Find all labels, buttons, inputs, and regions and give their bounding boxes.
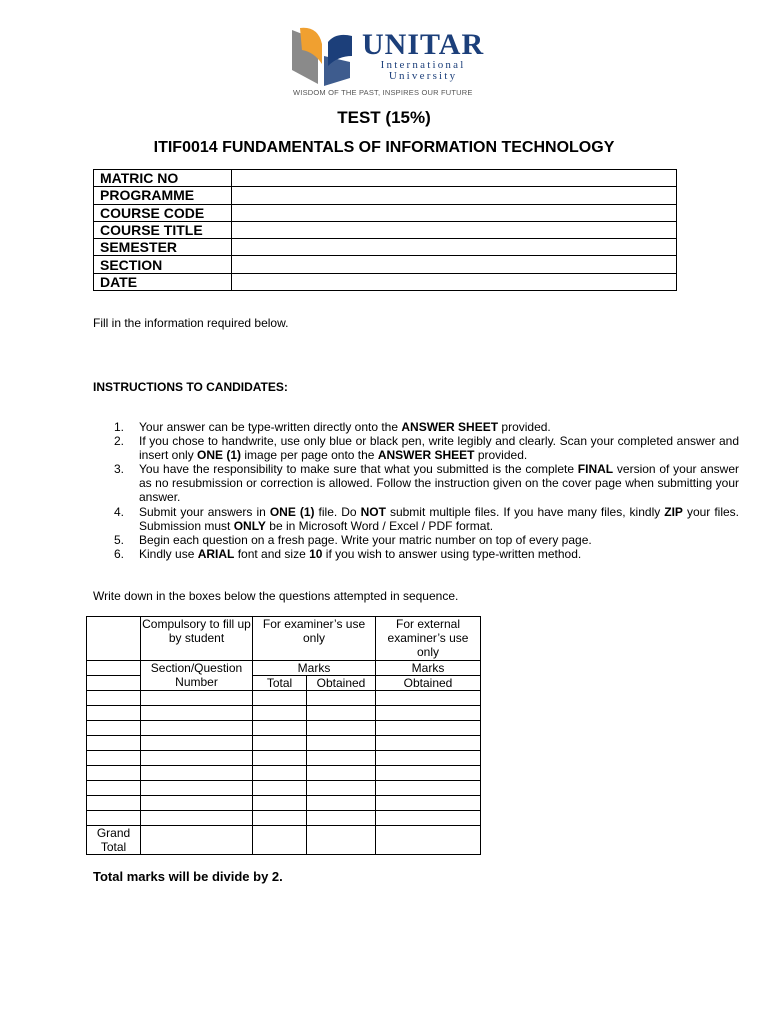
header-marks: Marks	[253, 661, 376, 676]
blank-cell	[87, 691, 141, 706]
info-value-cell[interactable]	[232, 256, 677, 273]
student-info-table	[93, 169, 677, 291]
info-row	[94, 187, 677, 204]
answer-cell[interactable]	[307, 706, 376, 721]
table-row	[87, 691, 481, 706]
instruction-text: Submit your answers in ONE (1) file. Do NOT submit multiple files. If you have many files, kindly ZIP your files. Submission must ONLY be in Microsoft Word / Excel / PDF format.	[139, 504, 739, 533]
blank-cell	[87, 721, 141, 736]
instruction-text: If you chose to handwrite, use only blue or black pen, write legibly and clearly. Scan your completed answer and insert only ONE (1) image per page onto the ANSWER SHEET provided.	[139, 434, 739, 463]
answer-cell[interactable]	[141, 721, 253, 736]
info-value-cell[interactable]	[232, 221, 677, 238]
info-label: COURSE TITLE	[94, 221, 232, 238]
answer-cell[interactable]	[253, 721, 307, 736]
table-row	[87, 781, 481, 796]
boxes-note: Write down in the boxes below the questions attempted in sequence.	[93, 589, 459, 603]
answer-cell[interactable]	[376, 706, 481, 721]
info-row	[94, 273, 677, 290]
answer-cell[interactable]	[141, 736, 253, 751]
info-label: SECTION	[94, 256, 232, 273]
table-row	[87, 811, 481, 826]
instruction-item	[114, 546, 739, 561]
info-row	[94, 221, 677, 238]
fill-note: Fill in the information required below.	[93, 316, 289, 330]
header-total: Total	[253, 676, 307, 691]
answer-cell[interactable]	[253, 766, 307, 781]
instruction-item	[114, 504, 739, 533]
blank-cell	[87, 781, 141, 796]
answer-cell[interactable]	[141, 766, 253, 781]
instruction-item	[114, 532, 739, 547]
info-value-cell[interactable]	[232, 170, 677, 187]
table-row	[87, 736, 481, 751]
instruction-number: 1.	[114, 420, 125, 434]
instruction-item	[114, 434, 739, 463]
answer-cell[interactable]	[253, 781, 307, 796]
course-title: ITIF0014 FUNDAMENTALS OF INFORMATION TECHNOLOGY	[153, 139, 615, 156]
info-row	[94, 239, 677, 256]
instruction-text: Your answer can be type-written directly onto the ANSWER SHEET provided.	[139, 420, 551, 434]
blank-cell	[87, 661, 141, 676]
info-value-cell[interactable]	[232, 273, 677, 290]
info-row	[94, 256, 677, 273]
info-value-cell[interactable]	[232, 187, 677, 204]
table-row	[87, 766, 481, 781]
info-value-cell[interactable]	[232, 204, 677, 221]
blank-cell	[87, 706, 141, 721]
header-examiner: For examiner’s use only	[253, 617, 376, 661]
info-value-cell[interactable]	[232, 239, 677, 256]
grand-total-cell[interactable]	[253, 826, 307, 855]
logo-line1: International	[380, 59, 466, 71]
footer-note: Total marks will be divide by 2.	[93, 869, 283, 884]
answer-cell[interactable]	[253, 751, 307, 766]
answer-cell[interactable]	[307, 811, 376, 826]
blank-cell	[87, 796, 141, 811]
instruction-item	[114, 420, 739, 434]
table-row	[87, 706, 481, 721]
logo-tagline: WISDOM OF THE PAST, INSPIRES OUR FUTURE	[293, 88, 473, 97]
instruction-number: 5.	[114, 532, 125, 547]
answer-cell[interactable]	[307, 736, 376, 751]
info-label: COURSE CODE	[94, 204, 232, 221]
answer-cell[interactable]	[141, 811, 253, 826]
answer-cell[interactable]	[376, 691, 481, 706]
unitar-emblem-icon	[288, 26, 358, 88]
answer-cell[interactable]	[141, 796, 253, 811]
info-row	[94, 170, 677, 187]
answer-cell[interactable]	[307, 766, 376, 781]
instruction-item	[114, 462, 739, 505]
answer-cell[interactable]	[141, 751, 253, 766]
blank-cell	[87, 766, 141, 781]
grand-total-cell[interactable]	[376, 826, 481, 855]
header-obtained: Obtained	[307, 676, 376, 691]
instruction-number: 4.	[114, 504, 125, 519]
answer-cell[interactable]	[307, 781, 376, 796]
answer-cell[interactable]	[376, 736, 481, 751]
instruction-text: Begin each question on a fresh page. Write your matric number on top of every page.	[139, 532, 592, 547]
instructions-heading: INSTRUCTIONS TO CANDIDATES:	[93, 380, 288, 394]
answer-cell[interactable]	[253, 811, 307, 826]
answer-cell[interactable]	[376, 796, 481, 811]
answer-cell[interactable]	[376, 811, 481, 826]
answer-cell[interactable]	[376, 781, 481, 796]
logo-line2: University	[388, 70, 458, 82]
header-compulsory: Compulsory to fill up by student	[141, 617, 253, 661]
header-obtained-ext: Obtained	[376, 676, 481, 691]
instruction-text: You have the responsibility to make sure that what you submitted is the complete FINAL version of your answer as no resubmission or correction is allowed. Follow the instruction given on the cover page when submitting your answer.	[139, 462, 739, 505]
header-marks-ext: Marks	[376, 661, 481, 676]
instructions-list	[93, 420, 739, 561]
instruction-text: Kindly use ARIAL font and size 10 if you wish to answer using type-written method.	[139, 546, 582, 561]
blank-cell	[87, 751, 141, 766]
header-external: For external examiner’s use only	[376, 617, 481, 661]
header-section: Section/Question Number	[141, 661, 253, 691]
info-row	[94, 204, 677, 221]
answer-cell[interactable]	[307, 721, 376, 736]
blank-cell	[87, 811, 141, 826]
marks-table	[86, 616, 481, 855]
test-title: TEST (15%)	[337, 108, 431, 127]
answer-cell[interactable]	[253, 706, 307, 721]
table-row	[87, 796, 481, 811]
answer-cell[interactable]	[141, 691, 253, 706]
answer-cell[interactable]	[307, 751, 376, 766]
blank-cell	[87, 617, 141, 661]
instruction-number: 2.	[114, 434, 125, 449]
answer-cell[interactable]	[376, 766, 481, 781]
answer-cell[interactable]	[253, 691, 307, 706]
table-row	[87, 751, 481, 766]
answer-cell[interactable]	[307, 796, 376, 811]
blank-cell	[87, 736, 141, 751]
table-row	[87, 721, 481, 736]
grand-total-cell[interactable]	[307, 826, 376, 855]
answer-cell[interactable]	[253, 736, 307, 751]
grand-total-cell[interactable]	[141, 826, 253, 855]
info-label: PROGRAMME	[94, 187, 232, 204]
blank-cell	[87, 676, 141, 691]
answer-cell[interactable]	[376, 721, 481, 736]
answer-cell[interactable]	[376, 751, 481, 766]
grand-total-label: Grand Total	[87, 826, 141, 855]
answer-cell[interactable]	[307, 691, 376, 706]
instruction-number: 3.	[114, 462, 125, 477]
info-label: SEMESTER	[94, 239, 232, 256]
answer-cell[interactable]	[141, 781, 253, 796]
grand-total-row	[87, 826, 481, 855]
info-label: DATE	[94, 273, 232, 290]
instruction-number: 6.	[114, 546, 125, 561]
info-label: MATRIC NO	[94, 170, 232, 187]
logo-name: UNITAR	[362, 28, 485, 61]
answer-cell[interactable]	[141, 706, 253, 721]
answer-cell[interactable]	[253, 796, 307, 811]
